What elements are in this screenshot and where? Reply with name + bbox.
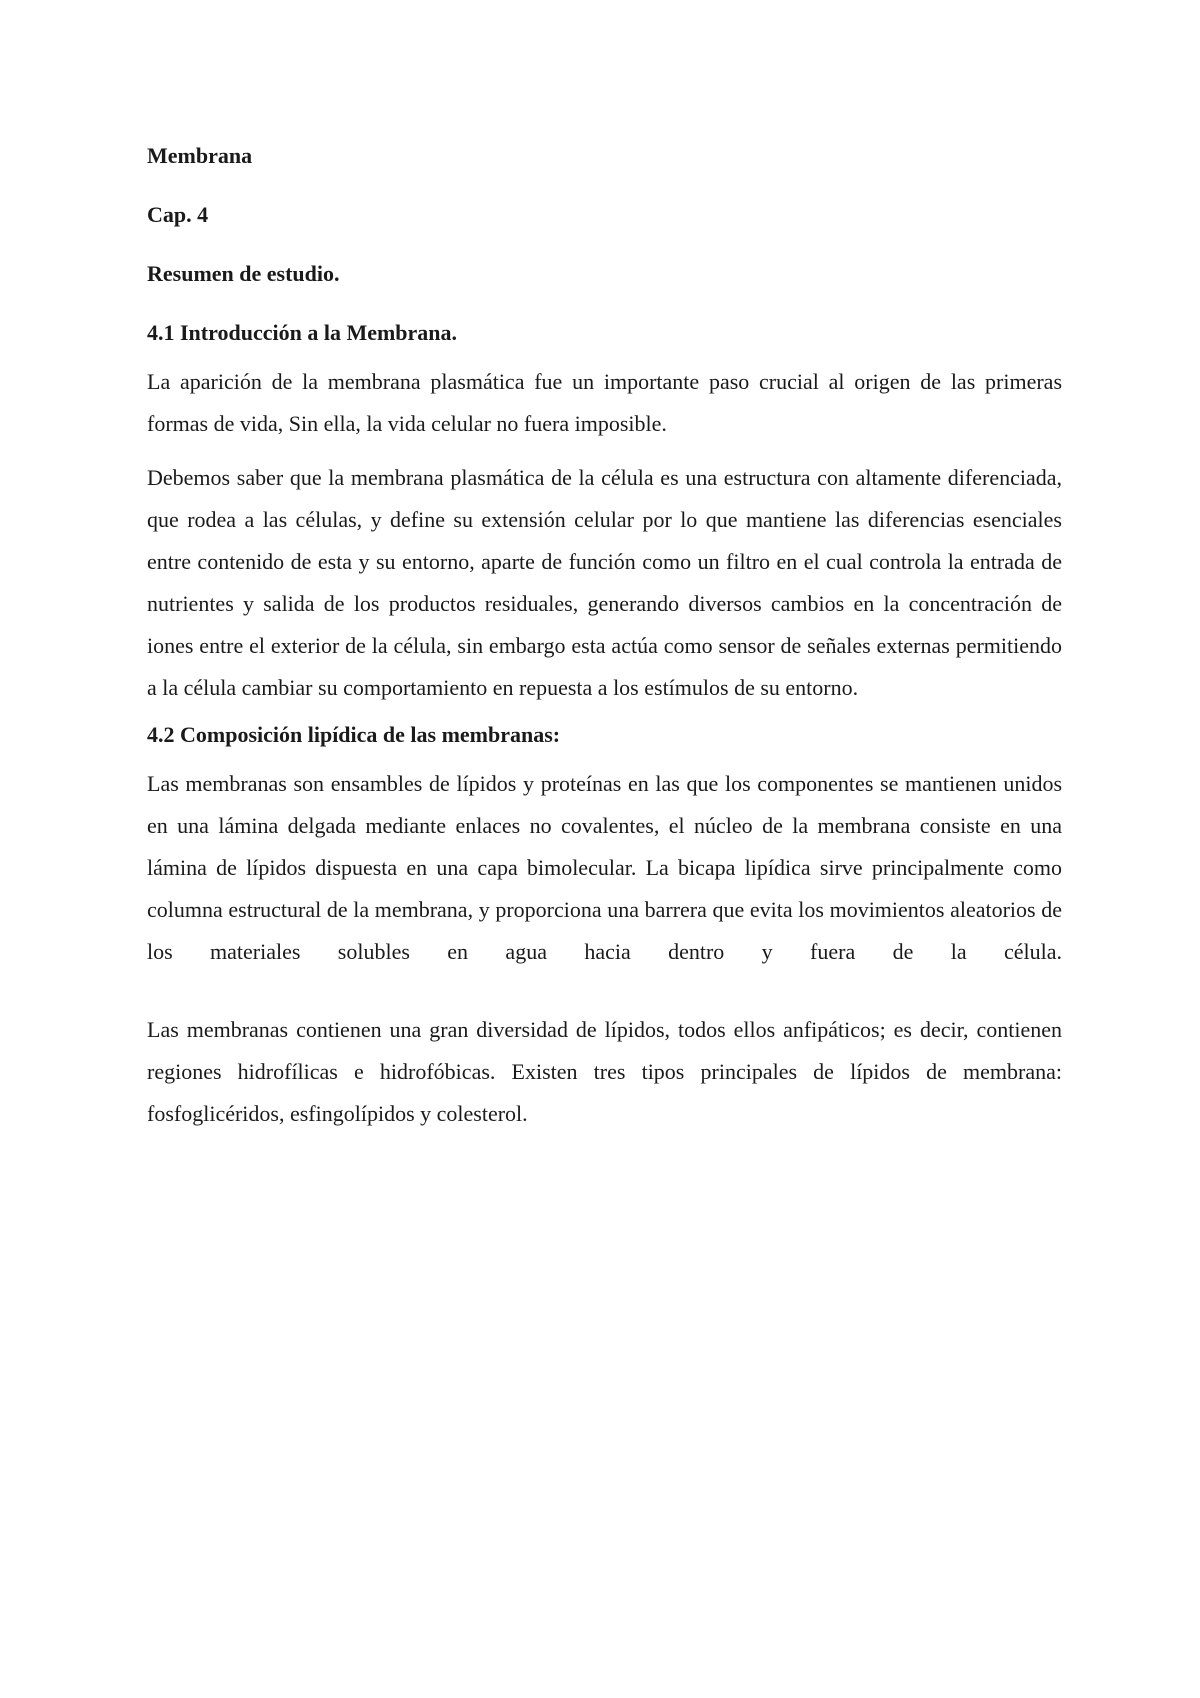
section-heading-4-2: 4.2 Composición lipídica de las membranas: xyxy=(147,722,561,747)
paragraph-lipids-1: Las membranas son ensambles de lípidos y proteínas en las que los componentes se mantienen unidos en una lámina delgada mediante enlaces no covalentes, el núcleo de la membrana consiste en una lámina de lípidos dispuesta en una capa bimolecular. La bicapa lipídica sirve principalmente como columna estructural de la membrana, y proporciona una barrera que evita los movimientos aleatorios de los materiales solubles en agua hacia dentro y fuera de la célula. xyxy=(147,771,1062,964)
chapter-label: Cap. 4 xyxy=(147,202,209,227)
paragraph-intro-1: La aparición de la membrana plasmática fue un importante paso crucial al origen de las primeras formas de vida, Sin ella, la vida celular no fuera imposible. xyxy=(147,369,1062,436)
paragraph-lipids-2: Las membranas contienen una gran diversidad de lípidos, todos ellos anfipáticos; es decir, contienen regiones hidrofílicas e hidrofóbicas. Existen tres tipos principales de lípidos de membrana: fosfoglicéridos, esfingolípidos y colesterol. xyxy=(147,1017,1062,1126)
document-body xyxy=(147,142,1062,1147)
document-title: Membrana xyxy=(147,143,253,168)
document-subtitle: Resumen de estudio. xyxy=(147,261,340,286)
paragraph-intro-2: Debemos saber que la membrana plasmática de la célula es una estructura con altamente diferenciada, que rodea a las células, y define su extensión celular por lo que mantiene las diferencias esenciales entre contenido de esta y su entorno, aparte de función como un filtro en el cual controla la entrada de nutrientes y salida de los productos residuales, generando diversos cambios en la concentración de iones entre el exterior de la célula, sin embargo esta actúa como sensor de señales externas permitiendo a la célula cambiar su comportamiento en repuesta a los estímulos de su entorno. xyxy=(147,465,1062,700)
section-heading-4-1: 4.1 Introducción a la Membrana. xyxy=(147,320,458,345)
